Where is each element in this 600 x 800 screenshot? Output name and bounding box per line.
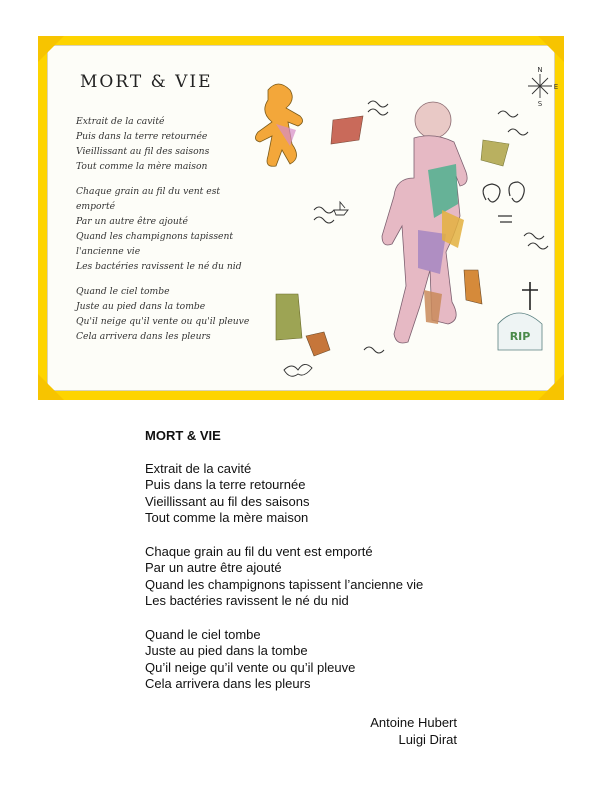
poem-line: Vieillissant au fil des saisons — [145, 493, 310, 509]
handwritten-line: Par un autre être ajouté — [76, 216, 188, 227]
svg-text:E: E — [553, 83, 558, 91]
svg-text:S: S — [537, 100, 543, 108]
artwork-title: MORT & VIE — [80, 72, 213, 92]
poem-line: Juste au pied dans la tombe — [145, 643, 308, 658]
handwritten-line: Quand les champignons tapissent l'ancienne vie — [76, 231, 234, 257]
handwritten-line: Extrait de la cavité — [76, 116, 165, 127]
photo-corner — [538, 374, 564, 400]
map-fragment — [276, 294, 302, 340]
poem-line: Quand les champignons tapissent l’ancienne vie — [145, 576, 424, 592]
tombstone-text: RIP — [509, 330, 531, 343]
spiral-doodles — [483, 182, 524, 222]
handwritten-line: Les bactéries ravissent le né du nid — [76, 261, 242, 272]
child-figure — [255, 84, 302, 166]
handwritten-line: Vieillissant au fil des saisons — [76, 146, 210, 157]
poem-line: Les bactéries ravissent le né du nid — [145, 593, 349, 608]
map-fragment — [331, 116, 363, 144]
map-fragment — [306, 332, 330, 356]
poem-authors — [370, 714, 457, 748]
handwritten-line: Quand le ciel tombe — [76, 286, 170, 297]
collage-illustration — [228, 60, 558, 390]
artwork-frame — [38, 36, 564, 400]
poem-stanzas — [145, 461, 485, 693]
handwritten-line: Qu'il neige qu'il vente ou qu'il pleuve — [76, 316, 250, 327]
poem-line: Tout comme la mère maison — [145, 510, 309, 525]
boat-doodle — [334, 202, 348, 215]
poem-line: Cela arrivera dans les pleurs — [145, 676, 311, 691]
poem-title: MORT & VIE — [145, 428, 221, 443]
poem-line: Chaque grain au fil du vent est emporté — [145, 543, 373, 559]
poem-stanza — [145, 544, 485, 610]
svg-text:N: N — [537, 66, 543, 74]
bird-doodle — [284, 364, 312, 376]
poem-line: Qu’il neige qu’il vente ou qu’il pleuve — [145, 659, 356, 675]
poem-line: Quand le ciel tombe — [145, 626, 261, 642]
compass-icon — [528, 66, 558, 108]
handwritten-line: Chaque grain au fil du vent est emporté — [76, 186, 221, 212]
poem-stanza — [145, 627, 485, 693]
poem-line: Puis dans la terre retournée — [145, 477, 306, 492]
poem-stanza — [145, 461, 485, 527]
artwork-paper — [47, 45, 558, 391]
poem-line: Par un autre être ajouté — [145, 560, 282, 575]
photo-corner — [38, 36, 64, 62]
poem-text — [145, 428, 485, 710]
map-fragment — [464, 270, 482, 304]
handwritten-line: Juste au pied dans la tombe — [76, 301, 206, 312]
walking-figure — [382, 102, 467, 343]
handwritten-line: Cela arrivera dans les pleurs — [76, 331, 211, 342]
photo-corner — [38, 374, 64, 400]
author-name: Antoine Hubert — [370, 715, 457, 730]
author-name: Luigi Dirat — [398, 732, 457, 747]
map-fragment — [481, 140, 509, 166]
photo-corner — [538, 36, 564, 62]
handwritten-line: Tout comme la mère maison — [76, 161, 208, 172]
handwritten-line: Puis dans la terre retournée — [76, 131, 208, 142]
tombstone — [498, 282, 542, 350]
poem-line: Extrait de la cavité — [145, 460, 252, 476]
